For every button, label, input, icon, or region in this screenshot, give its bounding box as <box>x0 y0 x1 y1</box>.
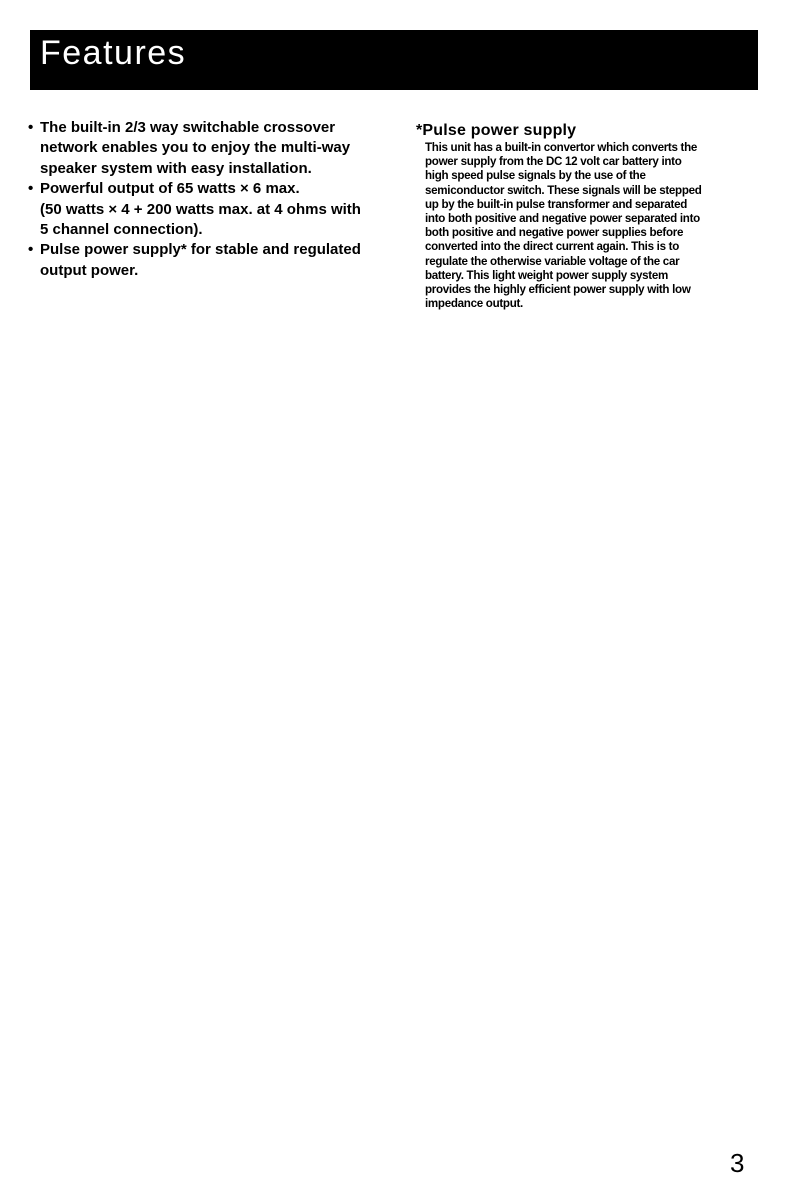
feature-line: Pulse power supply* for stable and regulated <box>40 241 361 259</box>
feature-item-pulse-supply <box>28 240 388 281</box>
features-list <box>28 118 388 281</box>
feature-line: network enables you to enjoy the multi-way <box>40 139 351 157</box>
feature-line: output power. <box>40 261 139 279</box>
bullet-icon: • <box>28 119 34 136</box>
pulse-power-section <box>416 121 761 311</box>
section-body: This unit has a built-in convertor which converts the power supply from the DC 12 volt car battery into high speed pulse signals by the use of the semiconductor switch. These signals will be stepped up by the built-in pulse transformer and separated into both positive and negative power separated into both positive and negative power supplies before converted into the direct current again. This is to regulate the otherwise variable voltage of the car battery. This light weight power supply system provides the highly efficient power supply with low impedance output. <box>425 141 702 311</box>
feature-line: speaker system with easy installation. <box>40 159 312 177</box>
page-title: Features <box>40 34 187 72</box>
bullet-icon: • <box>28 180 34 198</box>
features-column <box>28 118 388 281</box>
feature-line: Powerful output of 65 watts × 6 max. <box>40 180 300 198</box>
bullet-icon: • <box>28 241 34 259</box>
feature-line: The built-in 2/3 way switchable crossover <box>40 119 336 136</box>
feature-item-output <box>28 179 388 240</box>
feature-line: 5 channel connection). <box>40 221 203 239</box>
feature-item-crossover <box>28 118 388 179</box>
section-heading: *Pulse power supply <box>416 122 577 139</box>
feature-line: (50 watts × 4 + 200 watts max. at 4 ohms with <box>40 200 361 218</box>
page-number: 3 <box>730 1148 745 1178</box>
